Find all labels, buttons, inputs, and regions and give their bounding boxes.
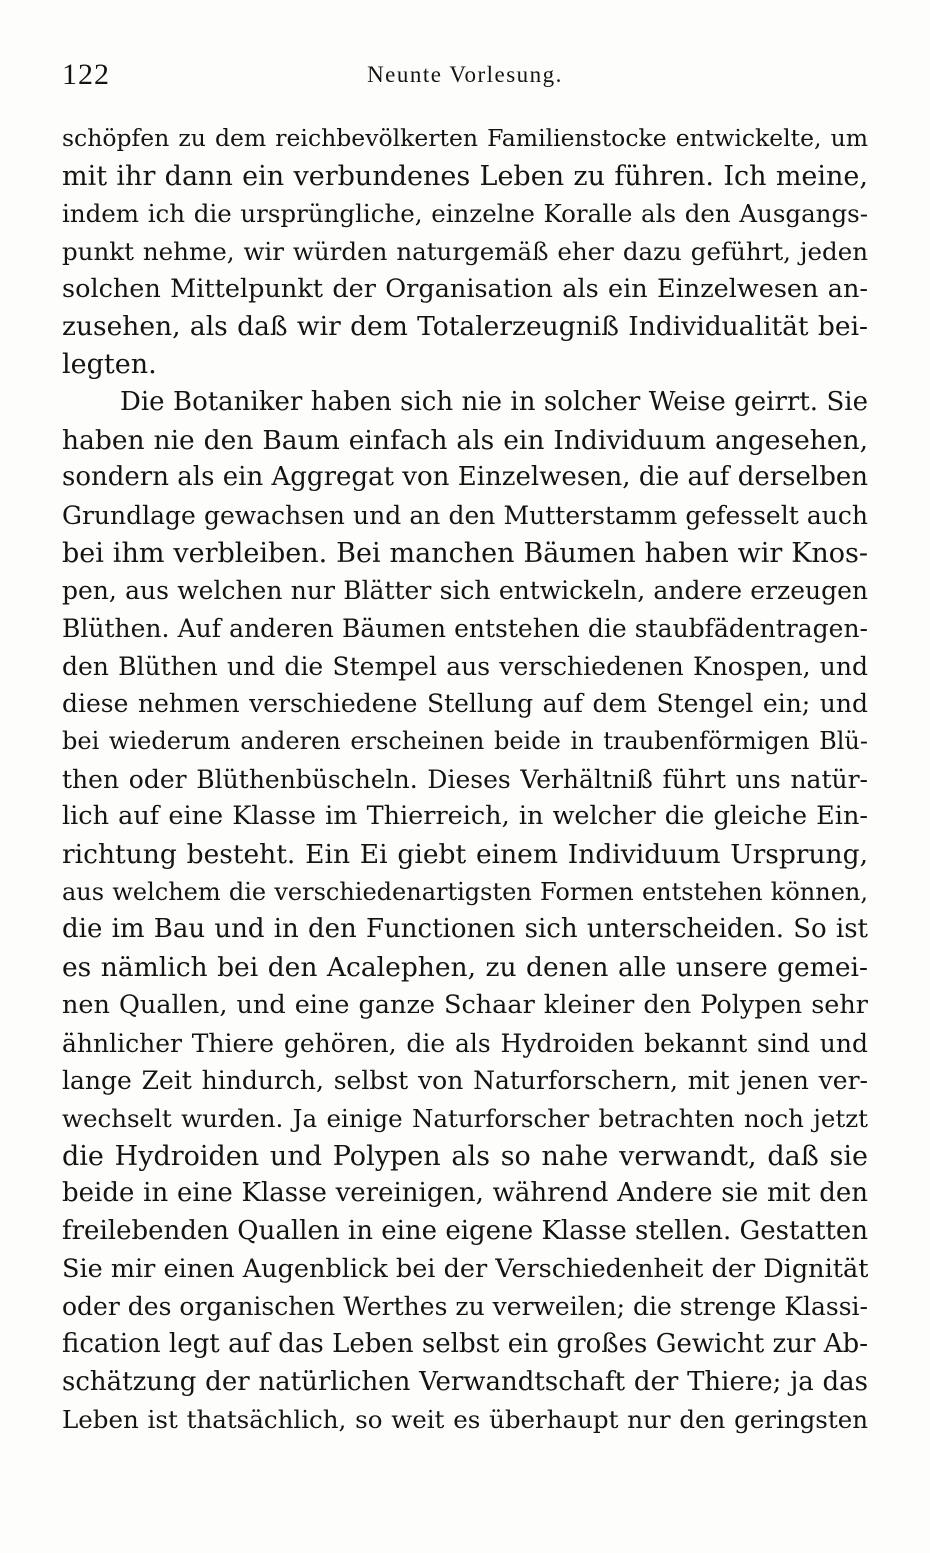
text-line: Leben ist thatsächlich, so weit es überhaupt nur den geringsten <box>62 1405 868 1435</box>
text-line: oder des organischen Werthes zu verweilen; die strenge Klassi- <box>62 1292 868 1322</box>
text-line: indem ich die ursprüngliche, einzelne Koralle als den Ausgangs- <box>62 199 868 229</box>
text-line: lange Zeit hindurch, selbst von Naturforschern, mit jenen ver- <box>62 1066 868 1096</box>
text-line: Sie mir einen Augenblick bei der Verschiedenheit der Dignität <box>62 1253 868 1284</box>
paragraph-start-line: Die Botaniker haben sich nie in solcher Weise geirrt. Sie <box>120 386 868 417</box>
text-line: then oder Blüthenbüscheln. Dieses Verhältniß führt uns natür- <box>62 764 868 794</box>
text-line: es nämlich bei den Acalephen, zu denen alle unsere gemei- <box>62 952 868 984</box>
text-line: bei ihm verbleiben. Bei manchen Bäumen haben wir Knos- <box>62 537 868 569</box>
text-line: pen, aus welchen nur Blätter sich entwickeln, andere erzeugen <box>62 576 868 606</box>
text-line: die im Bau und in den Functionen sich unterscheiden. So ist <box>62 914 868 945</box>
text-line: die Hydroiden und Polypen als so nahe verwandt, daß sie <box>62 1140 868 1172</box>
text-line: fication legt auf das Leben selbst ein großes Gewicht zur Ab- <box>62 1329 868 1359</box>
text-line: schätzung der natürlichen Verwandtschaft der Thiere; ja das <box>62 1366 868 1397</box>
running-title: Neunte Vorlesung. <box>367 62 563 87</box>
text-line: ähnlicher Thiere gehören, die als Hydroiden bekannt sind und <box>62 1028 868 1058</box>
page-number: 122 <box>62 58 110 91</box>
text-line: beide in eine Klasse vereinigen, während Andere sie mit den <box>62 1178 868 1209</box>
text-line: bei wiederum anderen erscheinen beide in traubenförmigen Blü- <box>62 727 868 755</box>
text-line: sondern als ein Aggregat von Einzelwesen, die auf derselben <box>62 462 868 493</box>
text-line: Blüthen. Auf anderen Bäumen entstehen die staubfädentragen- <box>62 613 868 643</box>
text-line: nen Quallen, und eine ganze Schaar kleiner den Polypen sehr <box>62 989 868 1020</box>
text-line: freilebenden Quallen in eine eigene Klasse stellen. Gestatten <box>62 1215 868 1246</box>
text-line: den Blüthen und die Stempel aus verschiedenen Knospen, und <box>62 651 868 681</box>
text-line: zusehen, als daß wir dem Totalerzeugniß Individualität bei- <box>62 311 868 343</box>
text-line: aus welchem die verschiedenartigsten Formen entstehen können, <box>62 877 868 906</box>
text-line: punkt nehme, wir würden naturgemäß eher dazu geführt, jeden <box>62 237 868 267</box>
text-line: mit ihr dann ein verbundenes Leben zu führen. Ich meine, <box>62 160 868 192</box>
text-line: solchen Mittelpunkt der Organisation als ein Einzelwesen an- <box>62 273 868 304</box>
text-line: richtung besteht. Ein Ei giebt einem Individuum Ursprung, <box>62 839 868 871</box>
text-line: diese nehmen verschiedene Stellung auf dem Stengel ein; und <box>62 689 868 719</box>
body-text <box>62 120 868 1439</box>
text-line: lich auf eine Klasse im Thierreich, in welcher die gleiche Ein- <box>62 801 868 832</box>
text-line: Grundlage gewachsen und an den Mutterstamm gefesselt auch <box>62 500 868 530</box>
page-header <box>62 58 868 98</box>
text-line: legten. <box>62 349 157 381</box>
text-line: wechselt wurden. Ja einige Naturforscher betrachten noch jetzt <box>62 1103 868 1133</box>
text-line: haben nie den Baum einfach als ein Individuum angesehen, <box>62 424 868 456</box>
text-line: schöpfen zu dem reichbevölkerten Familienstocke entwickelte, um <box>62 124 868 152</box>
